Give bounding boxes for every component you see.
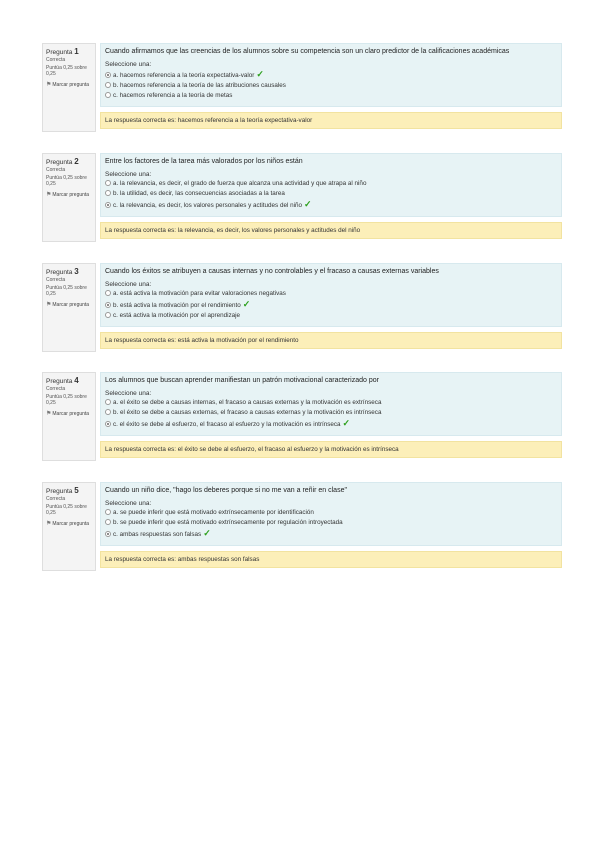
question-info [42, 43, 96, 132]
radio-button[interactable] [105, 519, 111, 525]
question-number-label: Pregunta [46, 49, 73, 56]
radio-button[interactable] [105, 202, 111, 208]
answer-option-label: a. el éxito se debe a causas internas, el fracaso a causas externas y la motivación es extrínseca [113, 399, 382, 406]
question-formulation [100, 482, 562, 546]
correct-answer-feedback: La respuesta correcta es: ambas respuestas son falsas [100, 551, 562, 568]
answer-option-label: c. el éxito se debe al esfuerzo, el fracaso al esfuerzo y la motivación es intrínseca [113, 421, 341, 428]
answer-option-label: a. se puede inferir que está motivado extrínsecamente por identificación [113, 509, 314, 516]
flag-question-link[interactable] [46, 410, 92, 417]
question-grade: Puntúa 0,25 sobre 0,25 [46, 394, 87, 406]
answer-option[interactable] [105, 179, 557, 189]
question-grade: Puntúa 0,25 sobre 0,25 [46, 285, 87, 297]
question-state: Correcta [46, 167, 66, 173]
radio-button[interactable] [105, 399, 111, 405]
question-content [100, 153, 562, 239]
answer-option[interactable] [105, 299, 557, 311]
question-content [100, 482, 562, 568]
answer-option[interactable] [105, 81, 557, 91]
answer-prompt: Seleccione una: [105, 500, 152, 507]
radio-button[interactable] [105, 82, 111, 88]
question-formulation [100, 263, 562, 327]
question-text: Cuando un niño dice, "hago los deberes porque si no me van a reñir en clase" [105, 487, 347, 494]
answer-option[interactable] [105, 528, 557, 540]
flag-question-label: Marcar pregunta [52, 411, 90, 417]
radio-button[interactable] [105, 92, 111, 98]
check-icon: ✓ [242, 299, 251, 309]
answer-option[interactable] [105, 189, 557, 199]
flag-question-link[interactable] [46, 81, 92, 88]
question-number [46, 376, 92, 385]
check-icon: ✓ [256, 69, 264, 79]
answer-options [105, 398, 557, 430]
correct-answer-feedback: La respuesta correcta es: está activa la motivación por el rendimiento [100, 332, 562, 349]
question-number-value: 3 [74, 267, 79, 276]
question-number [46, 267, 92, 276]
answer-option-label: c. está activa la motivación por el aprendizaje [113, 312, 241, 319]
question-grade: Puntúa 0,25 sobre 0,25 [46, 65, 87, 77]
question-state: Correcta [46, 57, 66, 63]
answer-option-label: b. el éxito se debe a causas externas, el fracaso a causas externas y la motivación es intrínseca [113, 409, 382, 416]
answer-option[interactable] [105, 199, 557, 211]
question-grade: Puntúa 0,25 sobre 0,25 [46, 504, 87, 516]
question-number-value: 2 [74, 157, 79, 166]
question-info [42, 263, 96, 352]
question-number-label: Pregunta [46, 488, 73, 495]
radio-button[interactable] [105, 302, 111, 308]
answer-option[interactable] [105, 418, 557, 430]
question-grade: Puntúa 0,25 sobre 0,25 [46, 175, 87, 187]
flag-icon[interactable]: ⚑ [46, 302, 52, 308]
flag-icon[interactable]: ⚑ [46, 82, 52, 88]
answer-option[interactable] [105, 398, 557, 408]
question-number-value: 5 [74, 486, 79, 495]
answer-option-label: c. la relevancia, es decir, los valores personales y actitudes del niño [113, 202, 303, 209]
answer-option[interactable] [105, 289, 557, 299]
question-formulation [100, 372, 562, 436]
answer-options [105, 508, 557, 540]
question-info [42, 482, 96, 571]
question-info [42, 372, 96, 461]
question-number-value: 4 [74, 376, 79, 385]
question-number [46, 47, 92, 56]
answer-prompt: Seleccione una: [105, 390, 152, 397]
radio-button[interactable] [105, 190, 111, 196]
radio-button[interactable] [105, 180, 111, 186]
flag-question-link[interactable] [46, 191, 92, 198]
answer-prompt: Seleccione una: [105, 61, 152, 68]
flag-question-label: Marcar pregunta [52, 521, 90, 527]
check-icon: ✓ [203, 528, 211, 538]
question-info [42, 153, 96, 242]
question-formulation [100, 153, 562, 217]
radio-button[interactable] [105, 290, 111, 296]
flag-icon[interactable]: ⚑ [46, 521, 52, 527]
question-number-label: Pregunta [46, 378, 73, 385]
answer-option[interactable] [105, 408, 557, 418]
check-icon: ✓ [342, 418, 351, 428]
question-number-value: 1 [74, 47, 79, 56]
flag-icon[interactable]: ⚑ [46, 411, 52, 417]
answer-prompt: Seleccione una: [105, 281, 152, 288]
question-number-label: Pregunta [46, 269, 73, 276]
flag-question-label: Marcar pregunta [52, 192, 90, 198]
flag-icon[interactable]: ⚑ [46, 192, 52, 198]
answer-option[interactable] [105, 508, 557, 518]
question-text: Entre los factores de la tarea más valorados por los niños están [105, 158, 303, 165]
flag-question-link[interactable] [46, 520, 92, 527]
question-content [100, 263, 562, 349]
flag-question-label: Marcar pregunta [52, 82, 90, 88]
answer-option[interactable] [105, 518, 557, 528]
question-text: Los alumnos que buscan aprender manifiestan un patrón motivacional caracterizado por [105, 377, 379, 384]
correct-answer-feedback: La respuesta correcta es: la relevancia, es decir, los valores personales y actitudes del niño [100, 222, 562, 239]
radio-button[interactable] [105, 421, 111, 427]
radio-button[interactable] [105, 531, 111, 537]
answer-option-label: a. está activa la motivación para evitar valoraciones negativas [113, 290, 286, 297]
answer-option-label: b. la utilidad, es decir, las consecuencias asociadas a la tarea [113, 190, 285, 197]
question-text: Cuando afirmamos que las creencias de los alumnos sobre su competencia son un claro predictor de la calificaciones académicas [105, 48, 510, 55]
question-state: Correcta [46, 277, 66, 283]
question-content [100, 372, 562, 458]
radio-button[interactable] [105, 409, 111, 415]
question-text: Cuando los éxitos se atribuyen a causas internas y no controlables y el fracaso a causas externas variables [105, 268, 439, 275]
question-state: Correcta [46, 496, 66, 502]
answer-option-label: a. la relevancia, es decir, el grado de fuerza que alcanza una actividad y que atrapa al niño [113, 180, 367, 187]
answer-options [105, 289, 557, 321]
question-state: Correcta [46, 386, 66, 392]
radio-button[interactable] [105, 509, 111, 515]
answer-option-label: a. hacemos referencia a la teoría expectativa-valor [113, 72, 255, 79]
correct-answer-feedback: La respuesta correcta es: el éxito se debe al esfuerzo, el fracaso al esfuerzo y la motivación es intrínseca [100, 441, 562, 458]
answer-option-label: c. hacemos referencia a la teoría de metas [113, 92, 233, 99]
correct-answer-feedback: La respuesta correcta es: hacemos referencia a la teoría expectativa-valor [100, 112, 562, 129]
answer-prompt: Seleccione una: [105, 171, 152, 178]
answer-options [105, 69, 557, 101]
answer-option-label: c. ambas respuestas son falsas [113, 531, 202, 538]
radio-button[interactable] [105, 72, 111, 78]
check-icon: ✓ [304, 199, 312, 209]
answer-option-label: b. se puede inferir que está motivado extrínsecamente por regulación introyectada [113, 519, 343, 526]
question-number [46, 157, 92, 166]
question-formulation [100, 43, 562, 107]
radio-button[interactable] [105, 312, 111, 318]
answer-option[interactable] [105, 69, 557, 81]
question-number-label: Pregunta [46, 159, 73, 166]
answer-option-label: b. hacemos referencia a la teoría de las atribuciones causales [113, 82, 286, 89]
question-content [100, 43, 562, 129]
flag-question-link[interactable] [46, 301, 92, 308]
answer-options [105, 179, 557, 211]
answer-option-label: b. está activa la motivación por el rendimiento [113, 302, 241, 309]
question-number [46, 486, 92, 495]
answer-option[interactable] [105, 311, 557, 321]
flag-question-label: Marcar pregunta [52, 302, 90, 308]
answer-option[interactable] [105, 91, 557, 101]
